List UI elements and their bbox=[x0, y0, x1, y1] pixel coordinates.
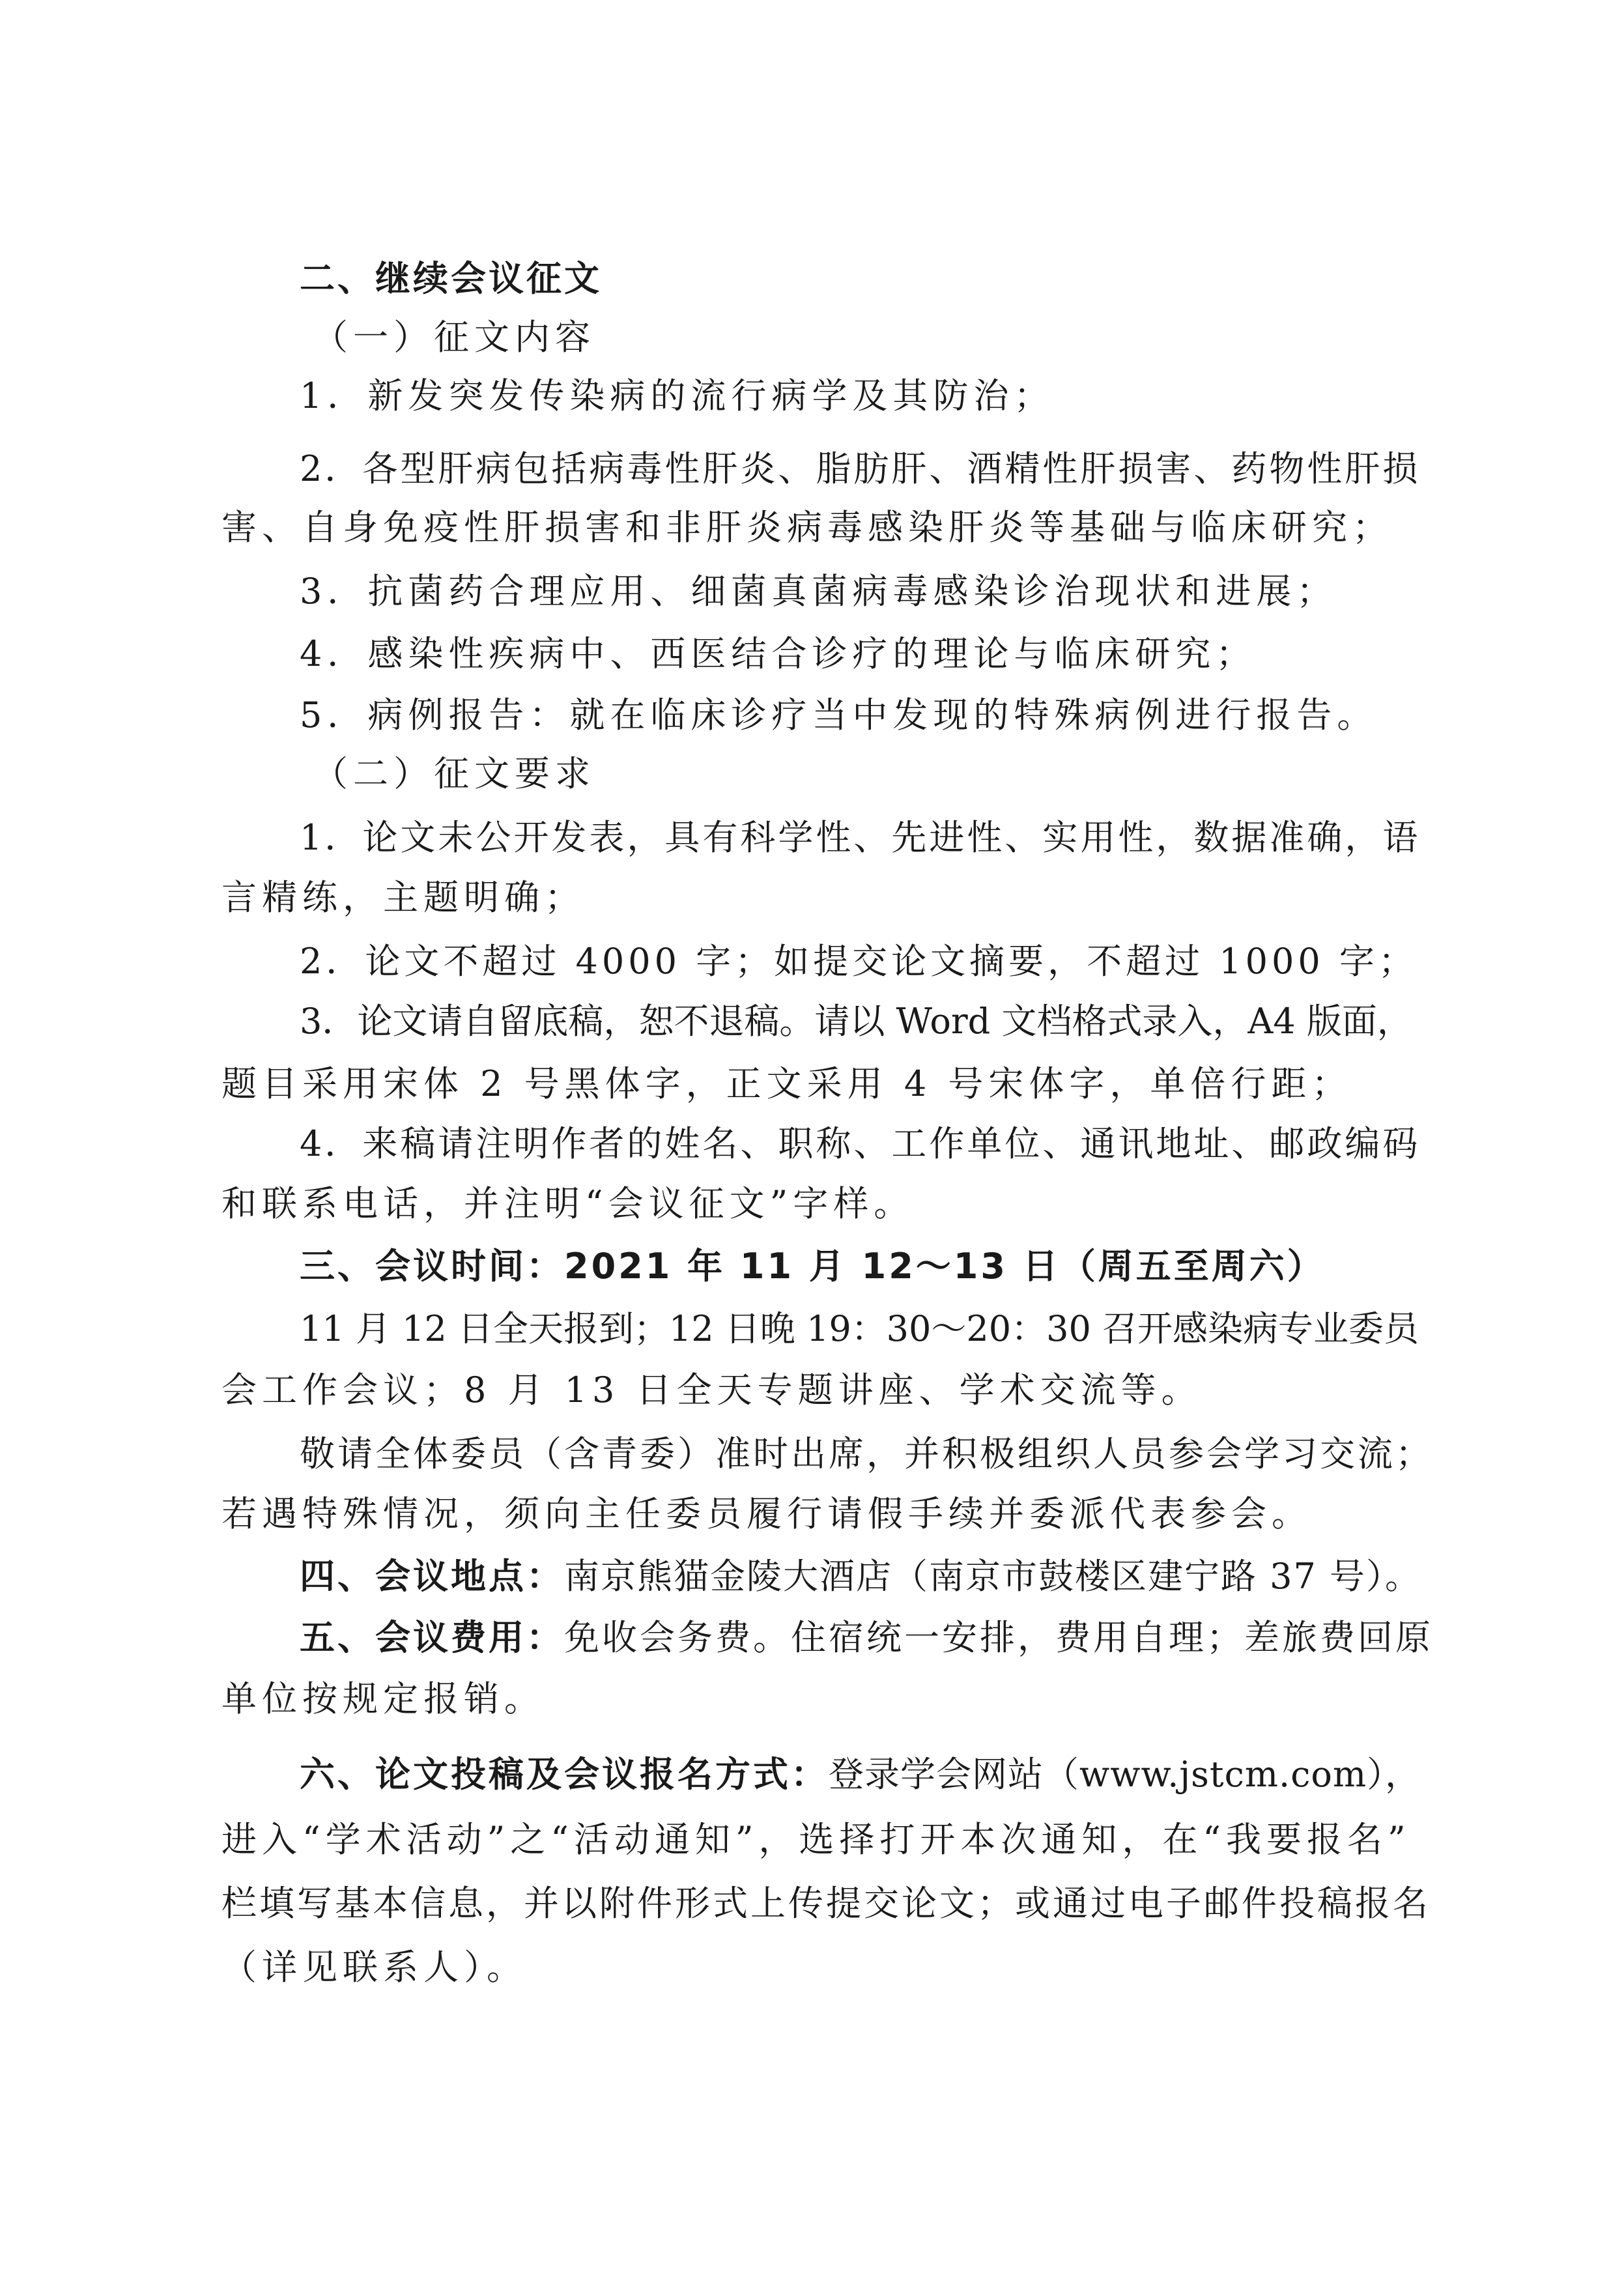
section-5-line bbox=[300, 1612, 1433, 1664]
section-2-heading: 二、继续会议征文 bbox=[300, 258, 602, 299]
content-item-2-cont: 害、自身免疫性肝损害和非肝炎病毒感染肝炎等基础与临床研究； bbox=[221, 507, 1393, 548]
content-item-4: 4．感染性疾病中、西医结合诊疗的理论与临床研究； bbox=[300, 633, 1257, 674]
section-3-heading: 三、会议时间：2021 年 11 月 12～13 日（周五至周六） bbox=[300, 1246, 1325, 1287]
section-6-line bbox=[300, 1749, 1433, 1801]
requirement-item-4: 4．来稿请注明作者的姓名、职称、工作单位、通讯地址、邮政编码 bbox=[300, 1123, 1421, 1164]
content-item-5: 5．病例报告：就在临床诊疗当中发现的特殊病例进行报告。 bbox=[300, 694, 1378, 736]
content-item-3: 3．抗菌药合理应用、细菌真菌病毒感染诊治现状和进展； bbox=[300, 571, 1337, 612]
section-6-line-3: 栏填写基本信息，并以附件形式上传提交论文；或通过电子邮件投稿报名 bbox=[221, 1883, 1431, 1924]
content-item-1: 1．新发突发传染病的流行病学及其防治； bbox=[300, 375, 1055, 416]
section-4-label: 四、会议地点： bbox=[300, 1556, 564, 1597]
subsection-2-2-heading: （二）征文要求 bbox=[313, 753, 595, 794]
section-5-line-2: 单位按规定报销。 bbox=[221, 1678, 545, 1719]
requirement-item-1-cont: 言精练，主题明确； bbox=[221, 877, 585, 918]
section-6-text: 登录学会网站（www.jstcm.com）， bbox=[829, 1754, 1421, 1795]
requirement-item-3-cont: 题目采用宋体 2 号黑体字，正文采用 4 号宋体字，单倍行距； bbox=[221, 1063, 1352, 1104]
schedule-line-1: 11 月 12 日全天报到；12 日晚 19：30～20：30 召开感染病专业委员 bbox=[300, 1308, 1419, 1349]
section-6-label: 六、论文投稿及会议报名方式： bbox=[300, 1754, 829, 1795]
section-6-line-2: 进入“学术活动”之“活动通知”，选择打开本次通知，在“我要报名” bbox=[221, 1819, 1411, 1860]
requirement-item-3: 3．论文请自留底稿，恕不退稿。请以 Word 文档格式录入，A4 版面， bbox=[300, 1001, 1412, 1042]
section-6-line-4: （详见联系人）。 bbox=[221, 1947, 527, 1988]
section-5-text: 免收会务费。住宿统一安排，费用自理；差旅费回原 bbox=[564, 1617, 1433, 1658]
section-4-line bbox=[300, 1551, 1433, 1603]
subsection-2-1-heading: （一）征文内容 bbox=[313, 317, 595, 358]
requirement-item-1: 1．论文未公开发表，具有科学性、先进性、实用性，数据准确，语 bbox=[300, 817, 1421, 858]
attendance-line-1: 敬请全体委员（含青委）准时出席，并积极组织人员参会学习交流； bbox=[300, 1433, 1433, 1474]
section-5-label: 五、会议费用： bbox=[300, 1617, 564, 1658]
content-item-2: 2．各型肝病包括病毒性肝炎、脂肪肝、酒精性肝损害、药物性肝损 bbox=[300, 448, 1421, 489]
schedule-line-2: 会工作会议；8 月 13 日全天专题讲座、学术交流等。 bbox=[221, 1369, 1202, 1410]
requirement-item-4-cont: 和联系电话，并注明“会议征文”字样。 bbox=[221, 1183, 915, 1224]
attendance-line-2: 若遇特殊情况，须向主任委员履行请假手续并委派代表参会。 bbox=[221, 1493, 1312, 1534]
section-4-text: 南京熊猫金陵大酒店（南京市鼓楼区建宁路 37 号）。 bbox=[564, 1556, 1422, 1597]
requirement-item-2: 2．论文不超过 4000 字；如提交论文摘要，不超过 1000 字； bbox=[300, 941, 1417, 982]
